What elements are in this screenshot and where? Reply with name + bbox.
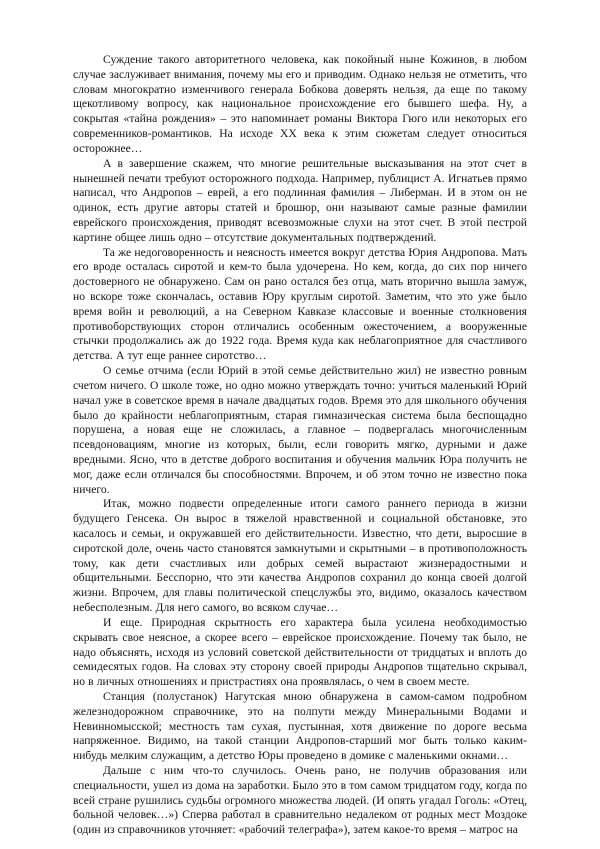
paragraph: А в завершение скажем, что многие решительные высказывания на этот счет в нынешней печати требуют осторожного подхода. Например, публицист А. Игнатьев прямо написал, что Андропов – еврей, а его подлинная фамилия – Либерман. И в этом он не одинок, есть другие авторы статей и брошюр, они называют самые разные фамилии еврейского происхождения, приводят всевозможные слухи на этот счет. В этой пестрой картине общее лишь одно – отсутствие документальных подтверждений. bbox=[73, 156, 527, 244]
paragraph: Итак, можно подвести определенные итоги самого раннего периода в жизни будущего Генсека. Он вырос в тяжелой нравственной и социальной обстановке, это касалось и семьи, и окружавшей его действительности. Известно, что дети, выросшие в сиротской доле, очень часто становятся замкнутыми и скрытными – в противоположность тому, как дети счастливых или добрых семей вырастают жизнерадостными и общительными. Бесспорно, что эти качества Андропов сохранил до конца своей долгой жизни. Впрочем, для главы политической спецслужбы это, видимо, оказалось качеством небесполезным. Для него самого, во всяком случае… bbox=[73, 497, 527, 615]
paragraph: И еще. Природная скрытность его характера была усилена необходимостью скрывать свое неясное, а скорее всего – еврейское происхождение. Почему так было, не надо объяснять, исходя из условий советской действительности от тридцатых и вплоть до семидесятых годов. На словах эту сторону своей природы Андропов тщательно скрывал, но в личных отношениях и пристрастиях она проявлялась, о чем в своем месте. bbox=[73, 615, 527, 689]
paragraph: О семье отчима (если Юрий в этой семье действительно жил) не известно ровным счетом ничего. О школе тоже, но одно можно утверждать точно: учиться маленький Юрий начал уже в советское время в начале двадцатых годов. Время это для школьного обучения было до крайности неблагоприятным, старая гимназическая система была беспощадно порушена, а новая еще не сложилась, а главное – подвергалась многочисленным псевдоновациям, многие из которых, были, если говорить мягко, дурными и даже вредными. Ясно, что в детстве доброго воспитания и обучения мальчик Юра получить не мог, даже если отличался бы способностями. Впрочем, и об этом точно не известно пока ничего. bbox=[73, 364, 527, 496]
paragraph: Станция (полустанок) Нагутская мною обнаружена в самом-самом подробном железнодорожном справочнике, это на полпути между Минеральными Водами и Невинномысской; местность там сухая, пустынная, хотя движение по дороге весьма напряженное. Видимо, на такой станции Андропов-старший мог быть только каким-нибудь мелким служащим, а детство Юры проведено в домике с маленькими окнами… bbox=[73, 689, 527, 763]
paragraph: Суждение такого авторитетного человека, как покойный ныне Кожинов, в любом случае заслуживает внимания, почему мы его и приводим. Однако нельзя не отметить, что словам многократно изменчивого генерала Бобкова доверять нельзя, да еще по такому щекотливому вопросу, как национальное происхождение его бывшего шефа. Ну, а сокрытая «тайна рождения» – это напоминает романы Виктора Гюго или некоторых его современников-романтиков. На исходе XX века к этим сюжетам следует относиться осторожнее… bbox=[73, 53, 527, 155]
paragraph: Дальше с ним что-то случилось. Очень рано, не получив образования или специальности, ушел из дома на заработки. Было это в том самом тридцатом году, когда по всей стране рушились судьбы огромного множества людей. (И опять угадал Гоголь: «Отец, больной человек…») Сперва работал в сравнительно недалеком от родных мест Моздоке (один из справочников уточняет: «рабочий телеграфа»), затем какое-то время – матрос на bbox=[73, 764, 527, 837]
body-text-column bbox=[73, 53, 527, 838]
paragraph: Та же недоговоренность и неясность имеется вокруг детства Юрия Андропова. Мать его вроде осталась сиротой и кем-то была удочерена. Но кем, когда, до сих пор ничего достоверного не обнаружено. Сам он рано остался без отца, мать вторично вышла замуж, но вскоре тоже скончалась, оставив Юру круглым сиротой. Заметим, что это уже было время войн и революций, а на Северном Кавказе классовые и военные столкновения противоборствующих сторон отличались особенным ожесточением, а вооруженные стычки продолжались аж до 1922 года. Время куда как неблагоприятное для счастливого детства. А тут еще раннее сиротство… bbox=[73, 245, 527, 363]
